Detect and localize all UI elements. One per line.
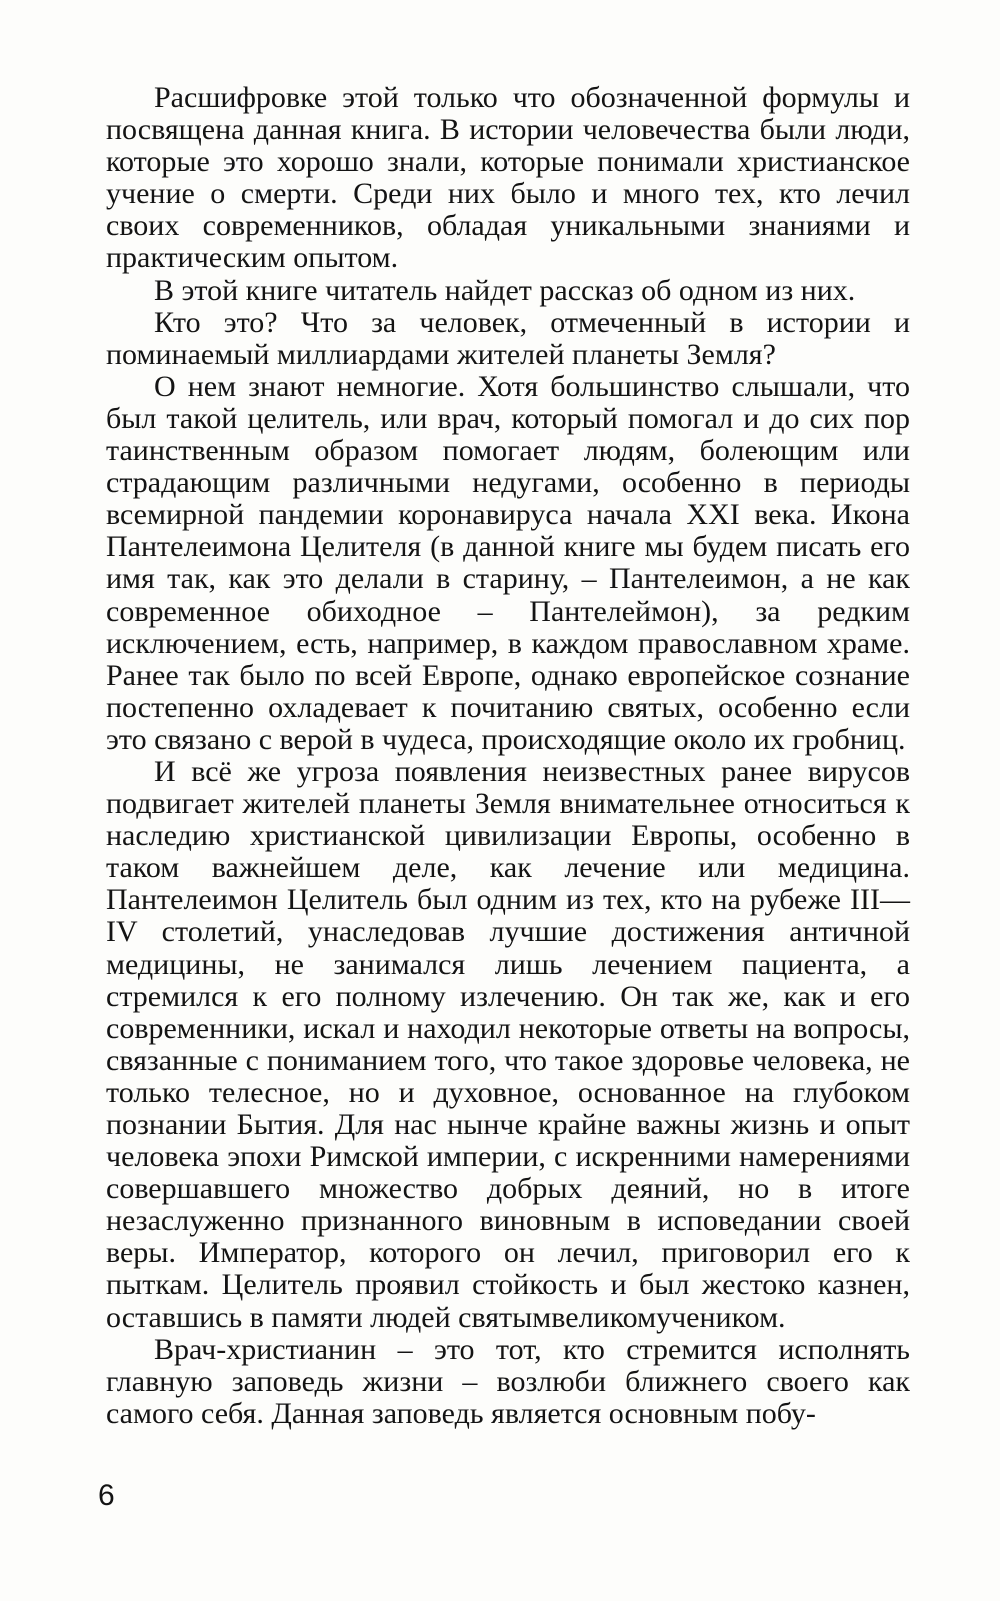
paragraph-1: Расшифровке этой только что обозначенной формулы и посвящена данная книга. В истории человечества были люди, которые это хорошо знали, которые понимали христианское учение о смерти. Среди них было и много тех, кто лечил своих современников, обладая уникальными знаниями и практическим опытом. xyxy=(106,81,910,275)
body-text xyxy=(106,82,910,1430)
page-number: 6 xyxy=(98,1479,115,1512)
paragraph-3: Кто это? Что за человек, отмеченный в истории и поминаемый миллиардами жителей планеты Земля? xyxy=(106,305,910,371)
paragraph-2: В этой книге читатель найдет рассказ об одном из них. xyxy=(154,273,856,307)
paragraph-6: Врач-христианин – это тот, кто стремится исполнять главную заповедь жизни – возлюби ближнего своего как самого себя. Данная заповедь является основным побу- xyxy=(106,1332,910,1430)
paragraph-4: О нем знают немногие. Хотя большинство слышали, что был такой целитель, или врач, который помогал и до сих пор таинственным образом помогает людям, болеющим или страдающим различными недугами, особенно в периоды всемирной пандемии коронавируса начала XXI века. Икона Пантелеимона Целителя (в данной книге мы будем писать его имя так, как это делали в старину, – Пантелеимон, а не как современное обиходное – Пантелеймон), за редким исключением, есть, например, в каждом православном храме. Ранее так было по всей Европе, однако европейское сознание постепенно охладевает к почитанию святых, особенно если это связано с верой в чудеса, происходящие около их гробниц. xyxy=(106,369,910,756)
paragraph-5: И всё же угроза появления неизвестных ранее вирусов подвигает жителей планеты Земля внимательнее относиться к наследию христианской цивилизации Европы, особенно в таком важнейшем деле, как лечение или медицина. Пантелеимон Целитель был одним из тех, кто на рубеже III—IV столетий, унаследовав лучшие достижения античной медицины, не занимался лишь лечением пациента, а стремился к его полному излечению. Он так же, как и его современники, искал и находил некоторые ответы на вопросы, связанные с пониманием того, что такое здоровье человека, не только телесное, но и духовное, основанное на глубоком познании Бытия. Для нас нынче крайне важны жизнь и опыт человека эпохи Римской империи, с искренними намерениями совершавшего множество добрых деяний, но в итоге незаслуженно признанного виновным в исповедании своей веры. Император, которого он лечил, приговорил его к пыткам. Целитель проявил стойкость и был жестоко казнен, оставшись в памяти людей святымвеликомучеником. xyxy=(106,754,910,1334)
